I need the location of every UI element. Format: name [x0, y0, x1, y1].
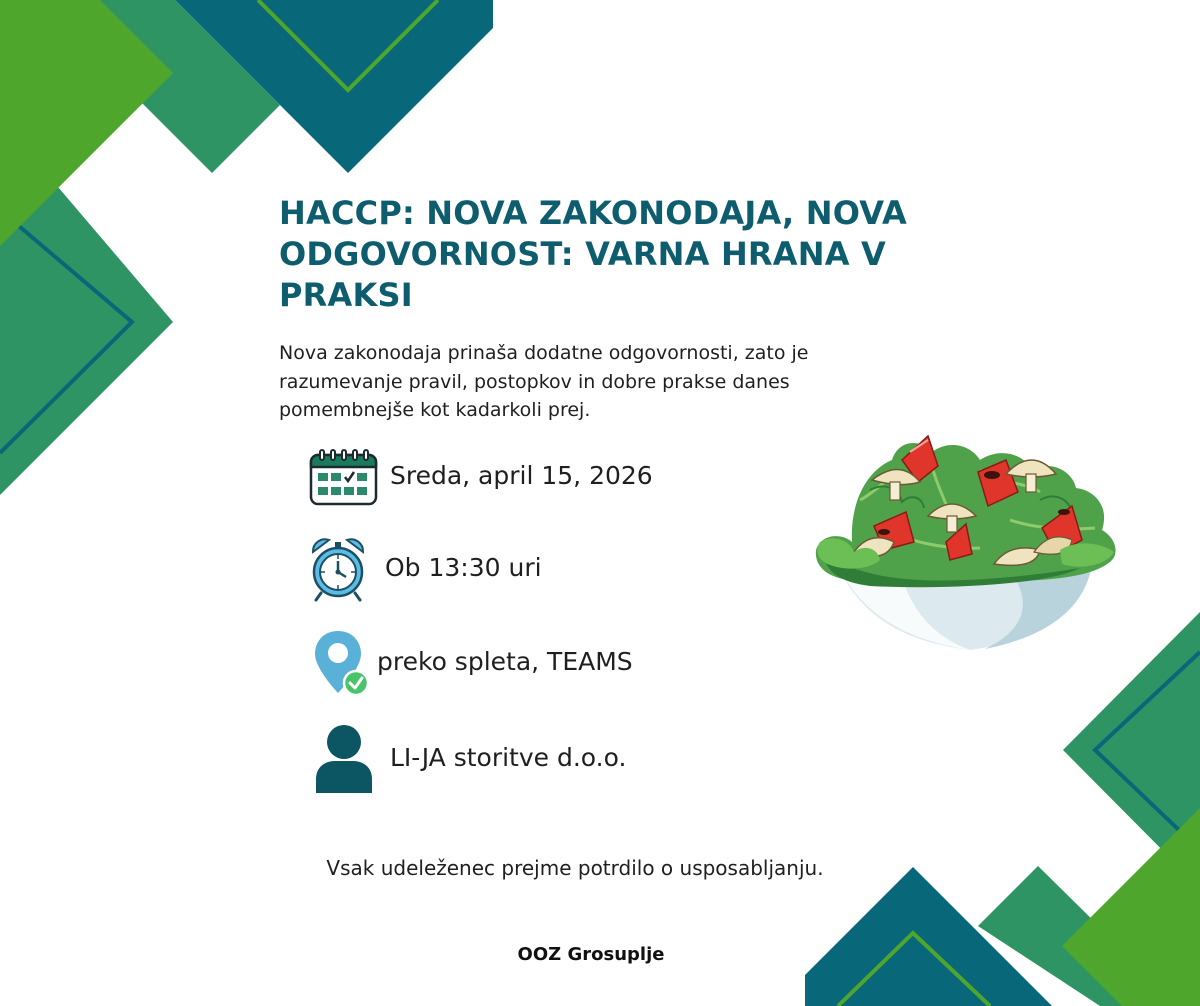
calendar-icon [309, 449, 378, 506]
title-line: HACCP: NOVA ZAKONODAJA, NOVA [279, 194, 908, 232]
event-location: preko spleta, TEAMS [377, 647, 633, 676]
event-provider: LI-JA storitve d.o.o. [390, 743, 627, 772]
intro-line: Nova zakonodaja prinaša dodatne odgovornosti, zato je [279, 342, 809, 364]
organizer-name: OOZ Grosuplje [517, 944, 665, 965]
salad-bowl-illustration [810, 430, 1122, 655]
intro-line: pomembnejše kot kadarkoli prej. [279, 399, 591, 421]
title-line: ODGOVORNOST: VARNA HRANA V [279, 235, 886, 273]
event-title [279, 193, 979, 316]
intro-paragraph [279, 339, 899, 425]
title-line: PRAKSI [279, 276, 413, 314]
event-time: Ob 13:30 uri [385, 553, 542, 582]
person-icon [314, 723, 374, 793]
event-date: Sreda, april 15, 2026 [390, 461, 653, 490]
map-pin-check-icon [313, 629, 371, 697]
intro-line: razumevanje pravil, postopkov in dobre prakse danes [279, 370, 790, 393]
certificate-note: Vsak udeleženec prejme potrdilo o usposabljanju. [326, 856, 824, 880]
alarm-clock-icon [309, 536, 367, 602]
